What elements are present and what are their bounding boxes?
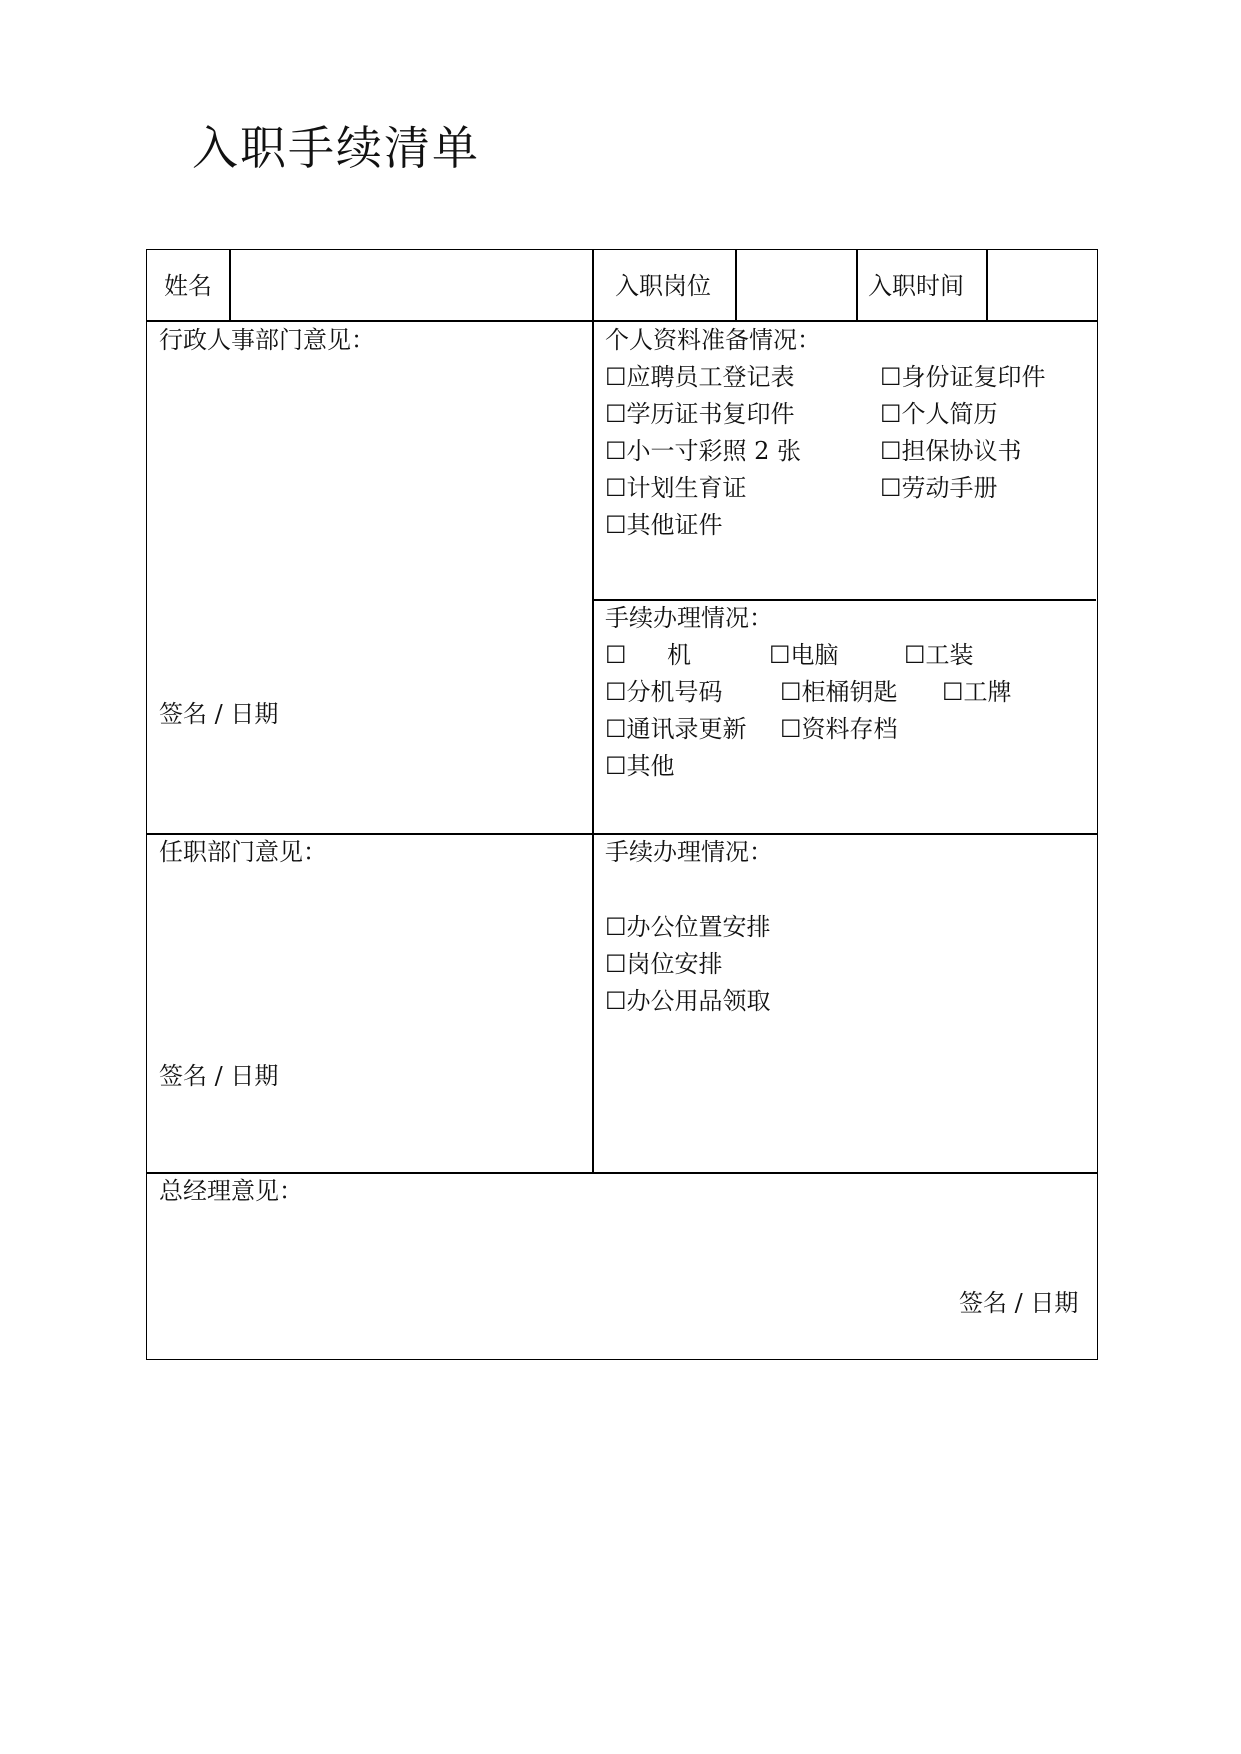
position-field[interactable] xyxy=(737,252,854,318)
admin-hr-opinion-label: 行政人事部门意见： xyxy=(159,326,375,354)
name-label: 姓名 xyxy=(164,272,212,300)
checkbox-item[interactable]: ☐身份证复印件 xyxy=(880,363,1046,391)
row-divider xyxy=(147,1172,1097,1174)
gm-sign-date: 签名 / 日期 xyxy=(959,1289,1079,1317)
page-title: 入职手续清单 xyxy=(192,121,480,175)
checkbox-item[interactable]: ☐学历证书复印件 xyxy=(605,400,795,428)
checkbox-item[interactable]: ☐办公位置安排 xyxy=(605,913,771,941)
onboarding-table xyxy=(146,249,1098,1360)
checkbox-item[interactable]: ☐资料存档 xyxy=(780,715,898,743)
gm-opinion-label: 总经理意见： xyxy=(159,1177,303,1205)
checkbox-item[interactable]: ☐分机号码 xyxy=(605,678,723,706)
row-divider xyxy=(592,599,1096,601)
position-label: 入职岗位 xyxy=(615,272,711,300)
row-divider xyxy=(147,320,1097,322)
checkbox-item[interactable]: ☐劳动手册 xyxy=(880,474,998,502)
checkbox-item[interactable]: ☐办公用品领取 xyxy=(605,987,771,1015)
checkbox-item[interactable]: ☐计划生育证 xyxy=(605,474,747,502)
checkbox-item[interactable]: ☐担保协议书 xyxy=(880,437,1022,465)
checkbox-item[interactable]: ☐个人简历 xyxy=(880,400,998,428)
dept-sign-date: 签名 / 日期 xyxy=(159,1062,279,1090)
checkbox-item[interactable]: ☐岗位安排 xyxy=(605,950,723,978)
dept-opinion-label: 任职部门意见： xyxy=(159,838,327,866)
checkbox-item[interactable]: ☐其他 xyxy=(605,752,675,780)
date-field[interactable] xyxy=(988,252,1096,318)
checkbox-item[interactable]: ☐工装 xyxy=(904,641,974,669)
name-field[interactable] xyxy=(231,252,590,318)
checkbox-item[interactable]: ☐小一寸彩照 2 张 xyxy=(605,437,802,465)
admin-hr-sign-date: 签名 / 日期 xyxy=(159,700,279,728)
col-divider xyxy=(856,250,858,320)
row-divider xyxy=(147,833,1097,835)
checkbox-item-label: 机 xyxy=(667,641,691,669)
checkbox-item[interactable]: ☐工牌 xyxy=(942,678,1012,706)
checkbox-item[interactable]: ☐应聘员工登记表 xyxy=(605,363,795,391)
personal-docs-label: 个人资料准备情况： xyxy=(605,326,821,354)
checkbox-item[interactable]: ☐电脑 xyxy=(769,641,839,669)
col-divider xyxy=(592,250,594,1172)
checkbox-item[interactable]: ☐ xyxy=(605,641,627,669)
procedures-label: 手续办理情况： xyxy=(605,604,773,632)
date-label: 入职时间 xyxy=(868,272,964,300)
dept-procedures-label: 手续办理情况： xyxy=(605,838,773,866)
checkbox-item[interactable]: ☐通讯录更新 xyxy=(605,715,747,743)
checkbox-item[interactable]: ☐其他证件 xyxy=(605,511,723,539)
checkbox-item[interactable]: ☐柜桶钥匙 xyxy=(780,678,898,706)
